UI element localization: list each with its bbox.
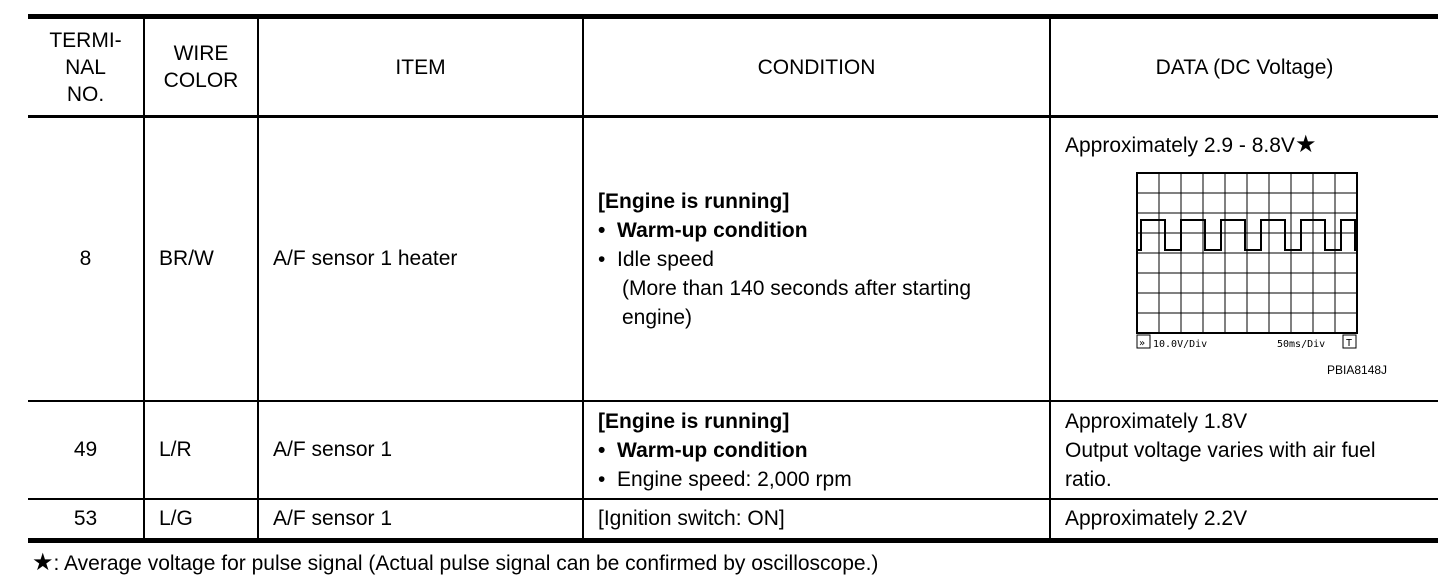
scope-channel-glyph: » [1139, 338, 1146, 349]
data-value: Approximately 2.2V [1050, 499, 1438, 541]
table-row [28, 499, 1438, 541]
star-icon: ★ [32, 549, 54, 576]
header-data: DATA (DC Voltage) [1050, 17, 1438, 117]
wire-color: L/G [144, 499, 258, 541]
footnote [32, 548, 878, 577]
wire-color: BR/W [144, 117, 258, 402]
table-row [28, 117, 1438, 402]
oscilloscope-figure [1065, 160, 1424, 380]
figure-id: PBIA8148J [1327, 363, 1388, 377]
scope-trigger-label: T [1346, 338, 1353, 349]
condition-bullet: • Engine speed: 2,000 rpm [598, 467, 852, 491]
data-value: Approximately 1.8V [1065, 409, 1248, 433]
data-cell [1050, 117, 1438, 402]
header-terminal-l2: NAL [65, 55, 106, 79]
terminal-number: 49 [28, 401, 144, 499]
condition-bullet: • Warm-up condition [598, 438, 808, 462]
header-wire-l2: COLOR [163, 69, 239, 92]
header-condition: CONDITION [583, 17, 1050, 117]
data-note: Output voltage varies with air fuel [1065, 438, 1376, 462]
condition-title: [Engine is running] [598, 189, 790, 213]
footnote-text: : Average voltage for pulse signal (Actual pulse signal can be confirmed by oscilloscope.) [53, 552, 879, 575]
header-wire-color [144, 17, 258, 117]
condition-bullet-text: Warm-up condition [617, 438, 808, 462]
oscilloscope-graph [1125, 170, 1365, 355]
item-name: A/F sensor 1 [258, 499, 583, 541]
item-name: A/F sensor 1 heater [258, 117, 583, 402]
data-cell [1050, 401, 1438, 499]
header-terminal [28, 17, 144, 117]
condition-bullet-text: Idle speed [617, 247, 714, 271]
condition-title: [Engine is running] [598, 409, 790, 433]
header-terminal-l1: TERMI- [49, 28, 122, 52]
condition-bullet-text: Warm-up condition [617, 218, 808, 242]
table-row [28, 401, 1438, 499]
star-icon: ★ [1294, 131, 1317, 158]
header-item: ITEM [258, 17, 583, 117]
item-name: A/F sensor 1 [258, 401, 583, 499]
condition-title: [Ignition switch: ON] [583, 499, 1050, 541]
header-wire-l1: WIRE [173, 42, 229, 65]
terminal-spec-table [28, 14, 1438, 543]
condition-cell [583, 401, 1050, 499]
condition-bullet: • Idle speed [598, 247, 714, 271]
wire-color: L/R [144, 401, 258, 499]
condition-bullet: • Warm-up condition [598, 218, 808, 242]
header-row [28, 17, 1438, 117]
condition-bullet-text: Engine speed: 2,000 rpm [617, 467, 852, 491]
header-terminal-l3: NO. [66, 82, 105, 106]
data-value: Approximately 2.9 - 8.8V [1065, 134, 1295, 157]
condition-note: engine) [622, 305, 693, 329]
scope-volt-div: 10.0V/Div [1153, 339, 1208, 350]
scope-time-div: 50ms/Div [1277, 339, 1326, 350]
condition-note: (More than 140 seconds after starting [622, 276, 972, 300]
terminal-number: 53 [28, 499, 144, 541]
data-note: ratio. [1065, 467, 1112, 491]
terminal-number: 8 [28, 117, 144, 402]
condition-cell [583, 117, 1050, 402]
